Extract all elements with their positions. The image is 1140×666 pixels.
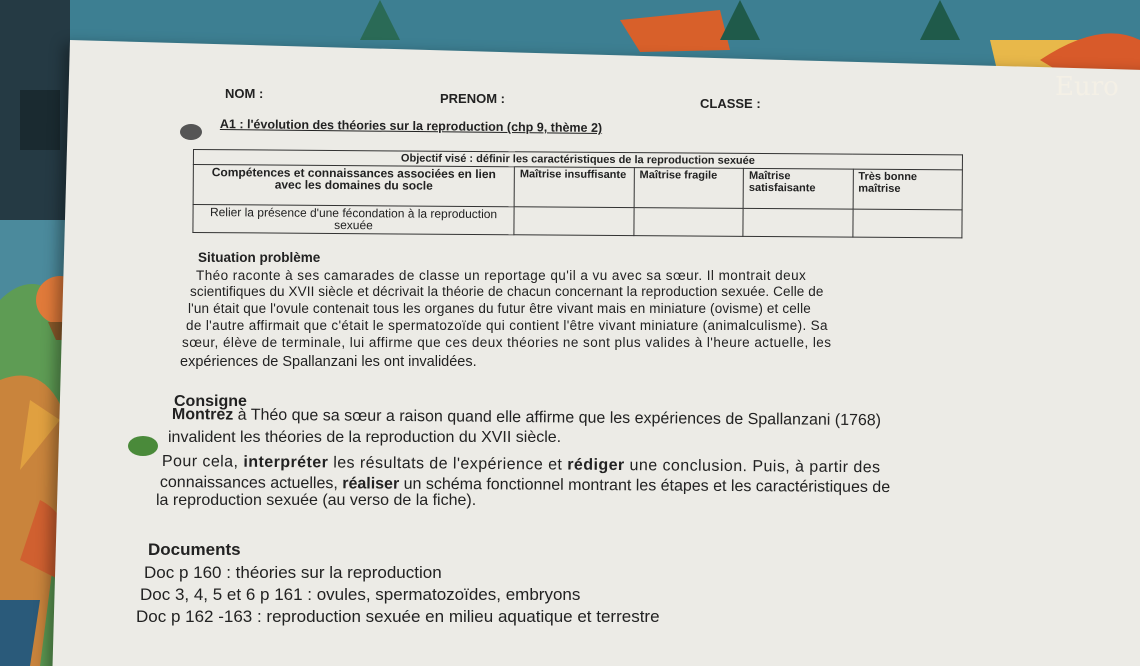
consigne-line-2: invalident les théories de la reproduction du XVII siècle. (168, 429, 562, 446)
bullet-dark (180, 124, 202, 140)
consigne-line-5: la reproduction sexuée (au verso de la fiche). (156, 492, 477, 509)
consigne-verb-interpreter: interpréter (243, 453, 329, 472)
consigne-text: les résultats de l'expérience et (328, 454, 568, 474)
activity-title: A1 : l'évolution des théories sur la reproduction (chp 9, thème 2) (219, 117, 603, 136)
poster-text: Euro (1055, 72, 1119, 102)
situation-line: l'un était que l'ovule contenait tous les organes du futur être vivant mais en miniature (ovisme) et celle (188, 301, 811, 316)
document-item: Doc p 160 : théories sur la reproduction (144, 563, 442, 582)
empty-cell (514, 207, 634, 236)
level-satisfaisante: Maîtrise satisfaisante (743, 168, 853, 209)
situation-line: sœur, élève de terminale, lui affirme que ces deux théories ne sont plus valides à l'heure actuelle, les (182, 335, 832, 350)
prenom-label: PRENOM : (440, 91, 505, 106)
consigne-verb-rediger: rédiger (567, 456, 625, 475)
classe-label: CLASSE : (700, 96, 761, 111)
nom-label: NOM : (225, 86, 264, 101)
situation-line: Théo raconte à ses camarades de classe un reportage qu'il a vu avec sa sœur. Il montrait deux (196, 268, 807, 283)
empty-cell (634, 208, 744, 237)
document-item: Doc 3, 4, 5 et 6 p 161 : ovules, spermatozoïdes, embryons (140, 585, 581, 604)
situation-heading: Situation problème (198, 250, 321, 265)
level-tres-bonne: Très bonne maîtrise (853, 169, 963, 210)
level-fragile: Maîtrise fragile (634, 168, 744, 209)
empty-cell (852, 209, 962, 238)
consigne-text: une conclusion. Puis, à partir des (624, 457, 881, 477)
consigne-text: connaissances actuelles, (159, 474, 343, 493)
objective-cell: Objectif visé : définir les caractéristiques de la reproduction sexuée (193, 150, 962, 170)
situation-line: scientifiques du XVII siècle et décrivait la théorie de chacun concernant la reproduction sexuée. Celle de (190, 284, 824, 299)
bullet-green (128, 436, 158, 456)
situation-line: expériences de Spallanzani les ont invalidées. (180, 354, 477, 370)
consigne-verb-montrez: Montrez (171, 406, 234, 424)
empty-cell (743, 208, 853, 237)
level-insuffisante: Maîtrise insuffisante (514, 167, 634, 208)
documents-heading: Documents (148, 540, 241, 559)
consigne-verb-realiser: réaliser (342, 475, 400, 493)
competence-header: Compétences et connaissances associées en lien avec les domaines du socle (193, 165, 514, 207)
consigne-heading: Consigne (174, 393, 247, 410)
consigne-text: Pour cela, (161, 453, 244, 471)
objective-table (192, 149, 963, 238)
situation-line: de l'autre affirmait que c'était le spermatozoïde qui contient l'être vivant miniature (animalculisme). Sa (186, 318, 828, 333)
document-item: Doc p 162 -163 : reproduction sexuée en milieu aquatique et terrestre (136, 607, 660, 626)
consigne-text: à Théo que sa sœur a raison quand elle affirme que les expériences de Spallanzani (1768) (233, 406, 882, 430)
competence-row-label: Relier la présence d'une fécondation à la reproduction sexuée (193, 205, 514, 235)
consigne-text: un schéma fonctionnel montrant les étapes et les caractéristiques de (399, 475, 891, 497)
